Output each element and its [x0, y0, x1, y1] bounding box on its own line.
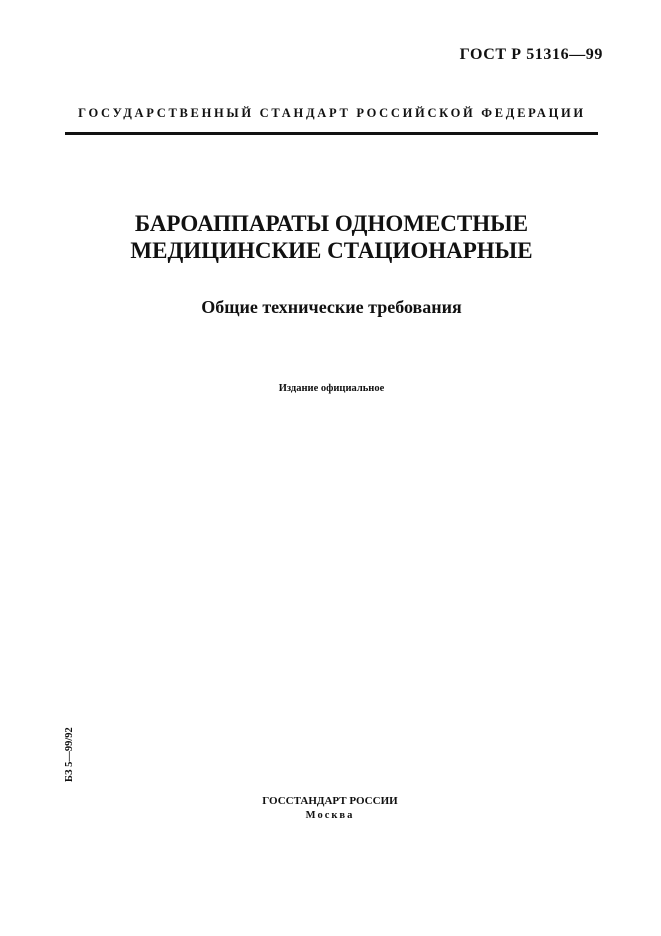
publisher-city: Москва [305, 810, 355, 821]
org-header: ГОСУДАРСТВЕННЫЙ СТАНДАРТ РОССИЙСКОЙ ФЕДЕРАЦИИ [78, 106, 586, 120]
document-title [40, 210, 623, 264]
edition-note: Издание официальное [278, 383, 385, 394]
title-line-1: БАРОАППАРАТЫ ОДНОМЕСТНЫЕ [134, 211, 529, 236]
standard-code: ГОСТ Р 51316—99 [459, 46, 603, 63]
title-line-2: МЕДИЦИНСКИЕ СТАЦИОНАРНЫЕ [130, 238, 533, 263]
publisher: ГОССТАНДАРТ РОССИИ [262, 795, 398, 807]
header-divider [65, 132, 598, 135]
document-subtitle: Общие технические требования [201, 297, 462, 317]
side-catalog-note: БЗ 5—99/92 [64, 727, 75, 782]
